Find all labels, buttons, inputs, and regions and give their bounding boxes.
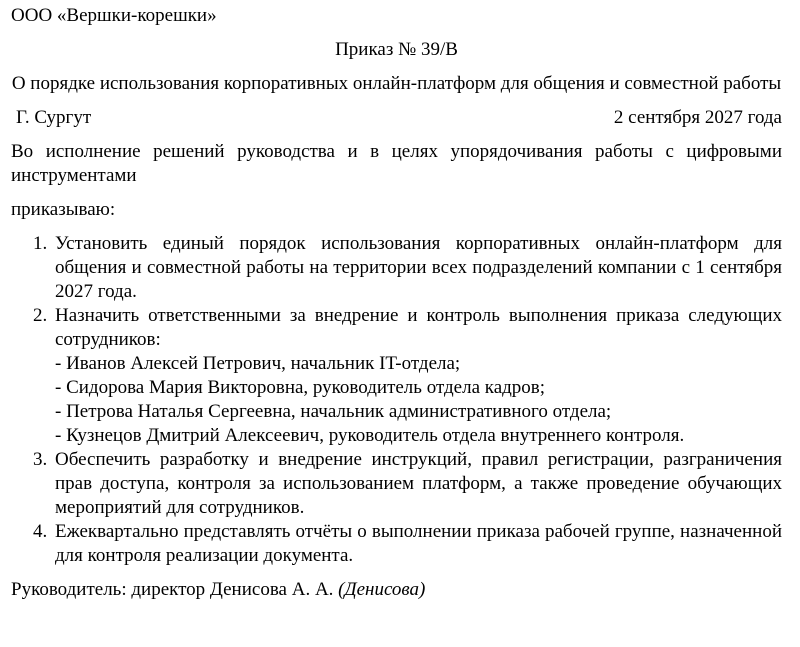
item-number: 3.	[33, 449, 48, 470]
place-date-row	[11, 106, 782, 130]
responsible-person: - Сидорова Мария Викторовна, руководитель отдела кадров;	[55, 377, 546, 398]
order-item-3	[11, 448, 782, 520]
item-text: Установить единый порядок использования корпоративных онлайн-платформ для общения и совместной работы на территории всех подразделений компании с 1 сентября 2027 года.	[55, 233, 782, 302]
item-number: 1.	[33, 233, 48, 254]
order-items-list	[11, 232, 782, 568]
city: Г. Сургут	[16, 107, 92, 128]
order-item-1	[11, 232, 782, 304]
order-item-2	[11, 304, 782, 448]
item-number: 4.	[33, 521, 48, 542]
responsible-person: - Кузнецов Дмитрий Алексеевич, руководитель отдела внутреннего контроля.	[55, 425, 685, 446]
responsible-person: - Петрова Наталья Сергеевна, начальник административного отдела;	[55, 401, 612, 422]
signature-name: (Денисова)	[338, 579, 426, 600]
responsible-person: - Иванов Алексей Петрович, начальник IT-отдела;	[55, 353, 461, 374]
item-text: Назначить ответственными за внедрение и контроль выполнения приказа следующих сотрудников:	[55, 305, 782, 350]
order-date: 2 сентября 2027 года	[613, 107, 782, 128]
order-item-4	[11, 520, 782, 568]
signature-label: Руководитель: директор Денисова А. А.	[11, 579, 334, 600]
item-text: Обеспечить разработку и внедрение инструкций, правил регистрации, разграничения прав доступа, контроля за использованием платформ, а также проведение обучающих мероприятий для сотрудников.	[55, 449, 782, 518]
order-subject: О порядке использования корпоративных онлайн-платформ для общения и совместной работы	[11, 73, 782, 94]
order-title: Приказ № 39/В	[335, 39, 458, 60]
item-text: Ежеквартально представлять отчёты о выполнении приказа рабочей группе, назначенной для контроля реализации документа.	[55, 521, 782, 566]
signature-line	[11, 578, 782, 602]
organization-name: ООО «Вершки-корешки»	[11, 5, 217, 26]
preamble: Во исполнение решений руководства и в целях упорядочивания работы с цифровыми инструментами	[11, 141, 782, 186]
item-number: 2.	[33, 305, 48, 326]
directive: приказываю:	[11, 199, 116, 220]
